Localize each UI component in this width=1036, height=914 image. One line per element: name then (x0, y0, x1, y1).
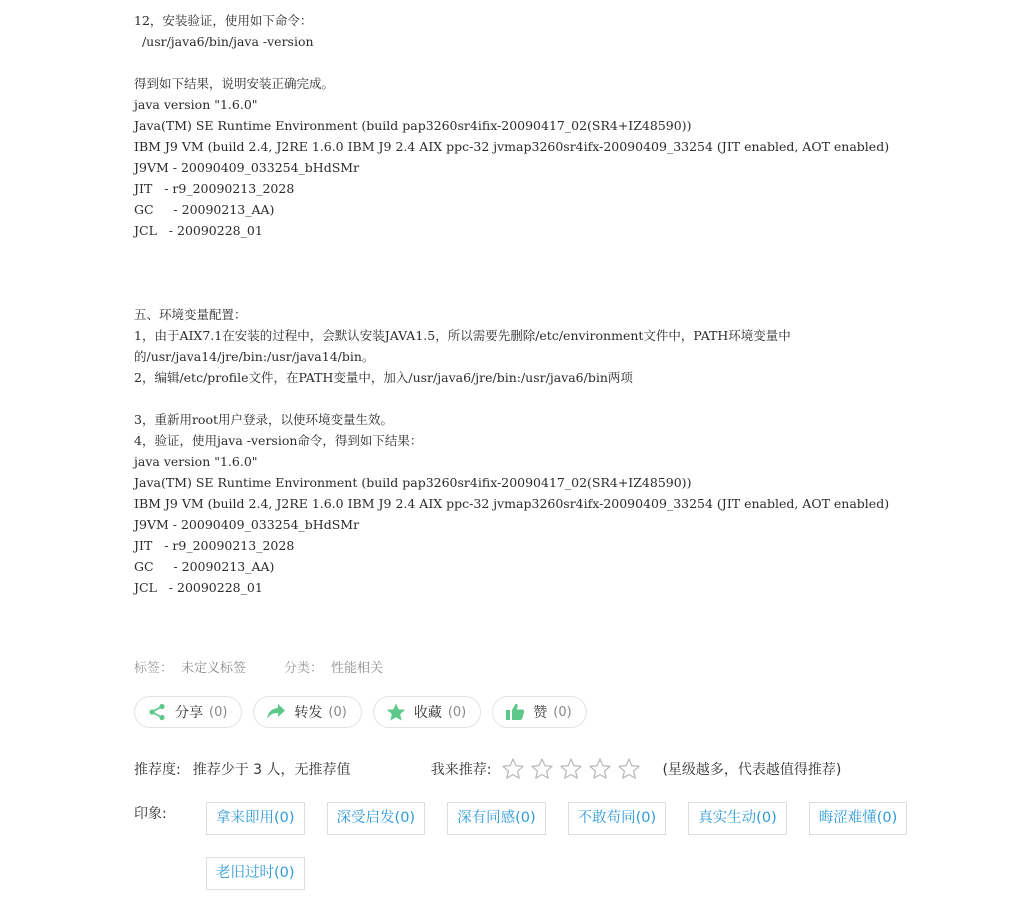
favorite-button[interactable] (373, 696, 481, 728)
share-label: 分享 (175, 705, 203, 721)
article-meta (134, 657, 421, 676)
article-line (134, 52, 994, 73)
forward-label: 转发 (294, 705, 323, 721)
article-line: J9VM - 20090409_033254_bHdSMr (134, 517, 360, 532)
article-line (134, 262, 994, 283)
article-line: JIT - r9_20090213_2028 (134, 538, 295, 553)
article-line: Java(TM) SE Runtime Environment (build pap3260sr4ifix-20090417_02(SR4+IZ48590)) (134, 475, 692, 490)
article-line: JCL - 20090228_01 (134, 223, 263, 238)
article-line: J9VM - 20090409_033254_bHdSMr (134, 160, 360, 175)
favorite-count: (0) (447, 704, 467, 720)
impression-tags (206, 802, 946, 912)
tags-meta (134, 657, 246, 676)
tags-key: 标签： (134, 661, 174, 676)
forward-icon (266, 702, 286, 722)
impression-label: 印象: (134, 806, 167, 822)
recommend-value: 推荐少于 3 人，无推荐值 (192, 762, 351, 778)
impression-tag[interactable]: 晦涩难懂(0) (809, 802, 908, 835)
rating-star-icon[interactable] (501, 757, 525, 781)
article-line: Java(TM) SE Runtime Environment (build pap3260sr4ifix-20090417_02(SR4+IZ48590)) (134, 118, 692, 133)
impression-tag[interactable]: 老旧过时(0) (206, 857, 305, 890)
article-line: JCL - 20090228_01 (134, 580, 263, 595)
tags-value: 未定义标签 (181, 661, 247, 676)
share-button[interactable] (134, 696, 242, 728)
article-line (134, 241, 994, 262)
article-line: GC - 20090213_AA) (134, 559, 275, 574)
article-line: java version "1.6.0" (134, 97, 258, 112)
thumbs-up-icon (505, 702, 525, 722)
action-bar (134, 696, 598, 728)
recommend-key: 推荐度: (134, 762, 181, 778)
like-button[interactable] (492, 696, 586, 728)
article-line: 3，重新用root用户登录，以使环境变量生效。 (134, 412, 394, 427)
article-line: GC - 20090213_AA) (134, 202, 275, 217)
category-key: 分类： (284, 661, 324, 676)
article-line: JIT - r9_20090213_2028 (134, 181, 295, 196)
like-label: 赞 (533, 705, 548, 721)
article-line: 得到如下结果，说明安装正确完成。 (134, 76, 335, 91)
forward-button[interactable] (253, 696, 361, 728)
article-line: 的/usr/java14/jre/bin:/usr/java14/bin。 (134, 349, 375, 364)
article-line (134, 283, 994, 304)
article-body (134, 10, 994, 598)
impression-tag[interactable]: 真实生动(0) (688, 802, 787, 835)
article-line: 2，编辑/etc/profile文件，在PATH变量中，加入/usr/java6/jre/bin:/usr/java6/bin两项 (134, 370, 633, 385)
impression-tag[interactable]: 拿来即用(0) (206, 802, 305, 835)
star-icon (386, 702, 406, 722)
article-line: /usr/java6/bin/java -version (134, 34, 314, 49)
rating-star-icon[interactable] (559, 757, 583, 781)
star-rating (501, 757, 646, 781)
favorite-label: 收藏 (413, 705, 442, 721)
article-line: 1，由于AIX7.1在安装的过程中，会默认安装JAVA1.5，所以需要先删除/etc/environment文件中，PATH环境变量中 (134, 328, 791, 343)
impression-tag[interactable]: 深受启发(0) (327, 802, 426, 835)
like-count: (0) (553, 704, 572, 720)
my-recommend-key: 我来推荐: (430, 762, 492, 778)
share-count: (0) (209, 704, 228, 720)
rating-row (134, 755, 954, 783)
share-icon (147, 702, 167, 722)
rating-star-icon[interactable] (617, 757, 641, 781)
article-line (134, 388, 994, 409)
impression-tag[interactable]: 不敢苟同(0) (568, 802, 667, 835)
article-line: 4，验证，使用java -version命令，得到如下结果： (134, 433, 423, 448)
impression-tag[interactable]: 深有同感(0) (447, 802, 546, 835)
category-value[interactable]: 性能相关 (331, 661, 384, 676)
article-line: 12，安装验证，使用如下命令： (134, 13, 313, 28)
article-line: IBM J9 VM (build 2.4, J2RE 1.6.0 IBM J9 2.4 AIX ppc-32 jvmap3260sr4ifx-20090409_33254 (JIT enabled, AOT enabled) (134, 139, 890, 154)
article-line: 五、环境变量配置： (134, 307, 247, 322)
rating-star-icon[interactable] (588, 757, 612, 781)
category-meta (284, 657, 383, 676)
article-line: java version "1.6.0" (134, 454, 258, 469)
forward-count: (0) (328, 704, 347, 720)
rating-star-icon[interactable] (530, 757, 554, 781)
article-line: IBM J9 VM (build 2.4, J2RE 1.6.0 IBM J9 2.4 AIX ppc-32 jvmap3260sr4ifx-20090409_33254 (JIT enabled, AOT enabled) (134, 496, 890, 511)
rating-hint: (星级越多，代表越值得推荐) (662, 762, 842, 778)
